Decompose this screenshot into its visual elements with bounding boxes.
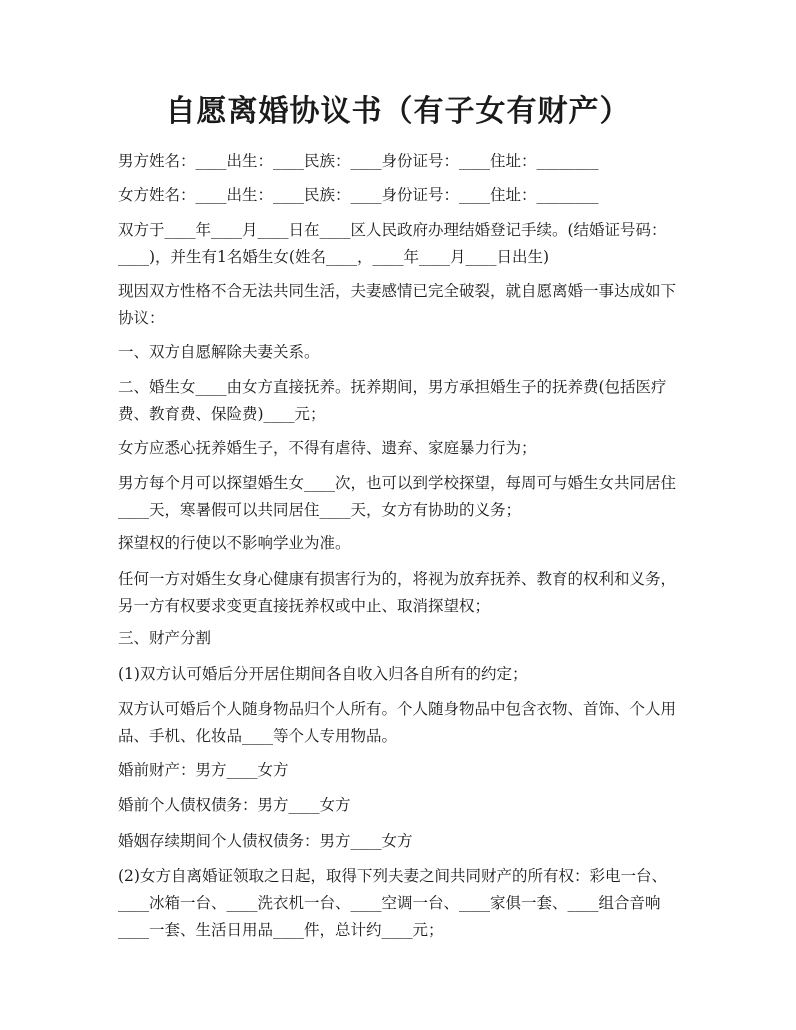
paragraph-text: 婚姻存续期间个人债权债务：男方____女方 [118, 832, 413, 850]
paragraph-custody-change [118, 566, 686, 620]
clause-3-heading [118, 625, 686, 652]
paragraph-marriage-registration [118, 217, 686, 271]
paragraph-personal-items [118, 696, 686, 750]
paragraph-text: 二、婚生女____由女方直接抚养。抚养期间，男方承担婚生子的抚养费(包括医疗费、教育费、保险费)____元； [118, 378, 667, 423]
paragraph-text: (1)双方认可婚后分开居住期间各自收入归各自所有的约定； [118, 665, 528, 683]
paragraph-text: 一、双方自愿解除夫妻关系。 [118, 343, 320, 361]
paragraph-text: 女方应悉心抚养婚生子，不得有虐待、遗弃、家庭暴力行为； [118, 439, 537, 457]
paragraph-income [118, 661, 686, 688]
paragraph-text: 男方每个月可以探望婚生女____次，也可以到学校探望，每周可与婚生女共同居住____天，寒暑假可以共同居住____天，女方有协助的义务； [118, 474, 677, 519]
paragraph-premarital-property [118, 757, 686, 784]
paragraph-text: 女方姓名：____出生：____民族：____身份证号：____住址：________ [118, 186, 599, 204]
paragraph-reason [118, 278, 686, 332]
paragraph-text: 双方于____年____月____日在____区人民政府办理结婚登记手续。(结婚证号码：____)，并生有1名婚生女(姓名____，____年____月____日出生) [118, 221, 667, 266]
paragraph-joint-property [118, 863, 686, 944]
paragraph-text: 任何一方对婚生女身心健康有损害行为的，将视为放弃抚养、教育的权利和义务，另一方有权要求变更直接抚养权或中止、取消探望权； [118, 570, 677, 615]
paragraph-male-info [118, 148, 686, 175]
paragraph-text: 婚前财产：男方____女方 [118, 761, 289, 779]
paragraph-premarital-debts [118, 792, 686, 819]
paragraph-visitation-limit [118, 530, 686, 557]
paragraph-text: 双方认可婚后个人随身物品归个人所有。个人随身物品中包含衣物、首饰、个人用品、手机、化妆品____等个人专用物品。 [118, 700, 677, 745]
paragraph-care-duty [118, 435, 686, 462]
paragraph-text: 探望权的行使以不影响学业为准。 [118, 534, 351, 552]
paragraph-female-info [118, 182, 686, 209]
paragraph-marital-debts [118, 828, 686, 855]
clause-1 [118, 339, 686, 366]
paragraph-text: 婚前个人债权债务：男方____女方 [118, 796, 351, 814]
paragraph-text: 三、财产分割 [118, 629, 212, 647]
paragraph-text: (2)女方自离婚证领取之日起，取得下列夫妻之间共同财产的所有权：彩电一台、____冰箱一台、____洗衣机一台、____空调一台、____家俱一套、____组合音响____一套、生活日用品____件，总计约____元； [118, 867, 667, 939]
document-title: 自愿离婚协议书（有子女有财产） [165, 94, 631, 129]
paragraph-text: 男方姓名：____出生：____民族：____身份证号：____住址：________ [118, 152, 599, 170]
clause-2 [118, 374, 686, 428]
paragraph-text: 现因双方性格不合无法共同生活，夫妻感情已完全破裂，就自愿离婚一事达成如下协议： [118, 282, 677, 327]
paragraph-visitation [118, 470, 686, 524]
